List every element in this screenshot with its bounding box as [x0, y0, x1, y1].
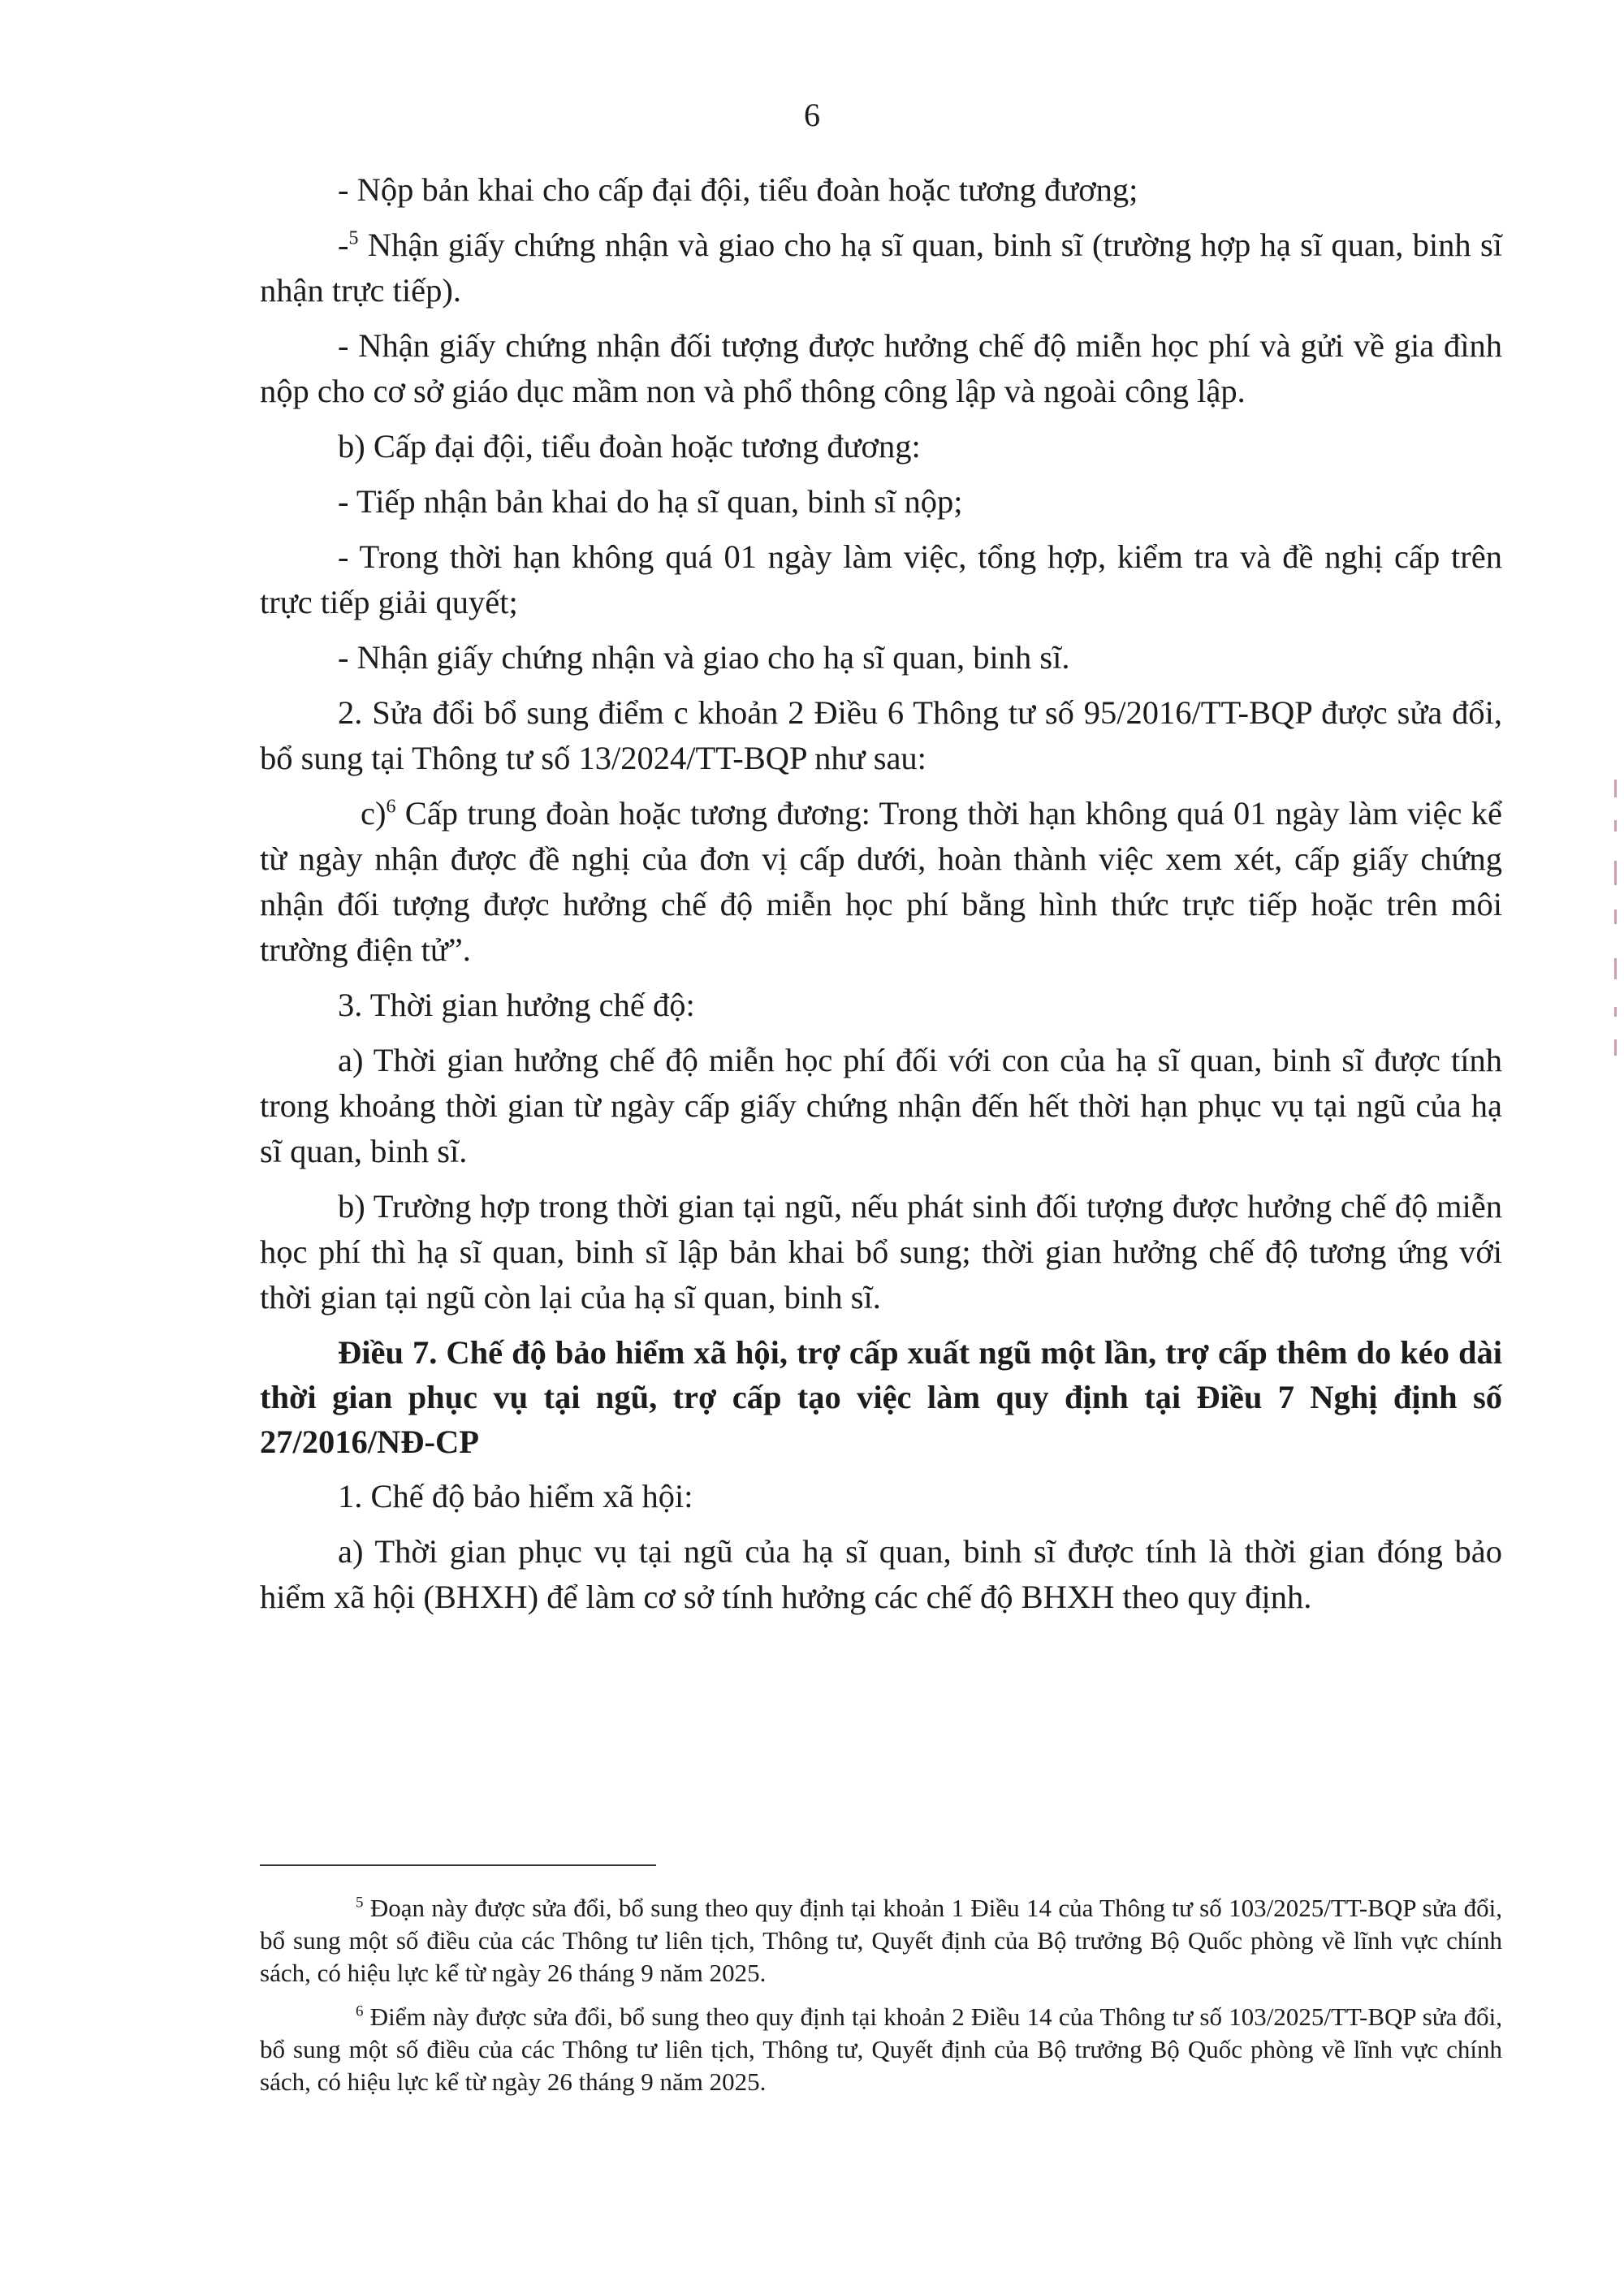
page-number: 6 [804, 97, 820, 133]
paragraph-receive-certificate: -$^5$ Nhận giấy chứng nhận và giao cho hạ sĩ quan, binh sĩ (trường hợp hạ sĩ quan, binh sĩ nhận trực tiếp). [260, 227, 1502, 309]
paragraph-social-insurance-a: a) Thời gian phục vụ tại ngũ của hạ sĩ quan, binh sĩ được tính là thời gian đóng bảo hiểm xã hội (BHXH) để làm cơ sở tính hưởng các chế độ BHXH theo quy định. [260, 1533, 1502, 1615]
paragraph-receive-declaration: - Tiếp nhận bản khai do hạ sĩ quan, binh sĩ nộp; [338, 483, 963, 520]
paragraph-regiment-level: c)$^6$ Cấp trung đoàn hoặc tương đương: Trong thời hạn không quá 01 ngày làm việc kể từ ngày nhận được đề nghị của đơn vị cấp dưới, hoàn thành việc xem xét, cấp giấy chứng nhận đối tượng được hưởng chế độ miễn học phí bằng hình thức trực tiếp hoặc trên môi trường điện tử”. [260, 795, 1502, 968]
paragraph-social-insurance: 1. Chế độ bảo hiểm xã hội: [338, 1478, 693, 1514]
paragraph-entitlement-period-a: a) Thời gian hưởng chế độ miễn học phí đối với con của hạ sĩ quan, binh sĩ được tính trong khoảng thời gian từ ngày cấp giấy chứng nhận đến hết thời hạn phục vụ tại ngũ của hạ sĩ quan, binh sĩ. [260, 1042, 1502, 1169]
footnote-ref-5[interactable]: 5 [348, 227, 359, 249]
paragraph-deliver-certificate: - Nhận giấy chứng nhận và giao cho hạ sĩ quan, binh sĩ. [338, 639, 1070, 676]
footnote-number-5: 5 [356, 1894, 364, 1912]
paragraph-company-battalion-level: b) Cấp đại đội, tiểu đoàn hoặc tương đương: [338, 428, 921, 464]
footnote-5: $^5$ Đoạn này được sửa đổi, bổ sung theo quy định tại khoản 1 Điều 14 của Thông tư số 103/2025/TT-BQP sửa đổi, bổ sung một số điều của các Thông tư liên tịch, Thông tư, Quyết định của Bộ trưởng Bộ Quốc phòng về lĩnh vực chính sách, có hiệu lực kể từ ngày 26 tháng 9 năm 2025. [260, 1894, 1502, 1987]
scan-edge-marks [1611, 763, 1624, 1072]
paragraph-entitlement-period-b: b) Trường hợp trong thời gian tại ngũ, nếu phát sinh đối tượng được hưởng chế độ miễn học phí thì hạ sĩ quan, binh sĩ lập bản khai bổ sung; thời gian hưởng chế độ tương ứng với thời gian tại ngũ còn lại của hạ sĩ quan, binh sĩ. [260, 1188, 1502, 1315]
footnote-ref-6[interactable]: 6 [386, 796, 396, 818]
paragraph-submit-declaration: - Nộp bản khai cho cấp đại đội, tiểu đoàn hoặc tương đương; [338, 171, 1138, 208]
paragraph-amendment-clause-2: 2. Sửa đổi bổ sung điểm c khoản 2 Điều 6 Thông tư số 95/2016/TT-BQP được sửa đổi, bổ sung tại Thông tư số 13/2024/TT-BQP như sau: [260, 694, 1502, 776]
footnotes [260, 1892, 1502, 2110]
paragraph-time-limit: - Trong thời hạn không quá 01 ngày làm việc, tổng hợp, kiểm tra và đề nghị cấp trên trực tiếp giải quyết; [260, 538, 1502, 620]
document-body [260, 167, 1502, 1630]
footnote-6: $^6$ Điểm này được sửa đổi, bổ sung theo quy định tại khoản 2 Điều 14 của Thông tư số 103/2025/TT-BQP sửa đổi, bổ sung một số điều của các Thông tư liên tịch, Thông tư, Quyết định của Bộ trưởng Bộ Quốc phòng về lĩnh vực chính sách, có hiệu lực kể từ ngày 26 tháng 9 năm 2025. [260, 2002, 1502, 2096]
paragraph-entitlement-period: 3. Thời gian hưởng chế độ: [338, 987, 695, 1023]
paragraph-receive-tuition-certificate: - Nhận giấy chứng nhận đối tượng được hưởng chế độ miễn học phí và gửi về gia đình nộp cho cơ sở giáo dục mầm non và phổ thông công lập và ngoài công lập. [260, 327, 1502, 409]
article-7-heading: Điều 7. Chế độ bảo hiểm xã hội, trợ cấp xuất ngũ một lần, trợ cấp thêm do kéo dài thời gian phục vụ tại ngũ, trợ cấp tạo việc làm quy định tại Điều 7 Nghị định số 27/2016/NĐ-CP [260, 1334, 1502, 1460]
footnote-number-6: 6 [356, 2002, 364, 2020]
footnote-divider [260, 1864, 656, 1866]
